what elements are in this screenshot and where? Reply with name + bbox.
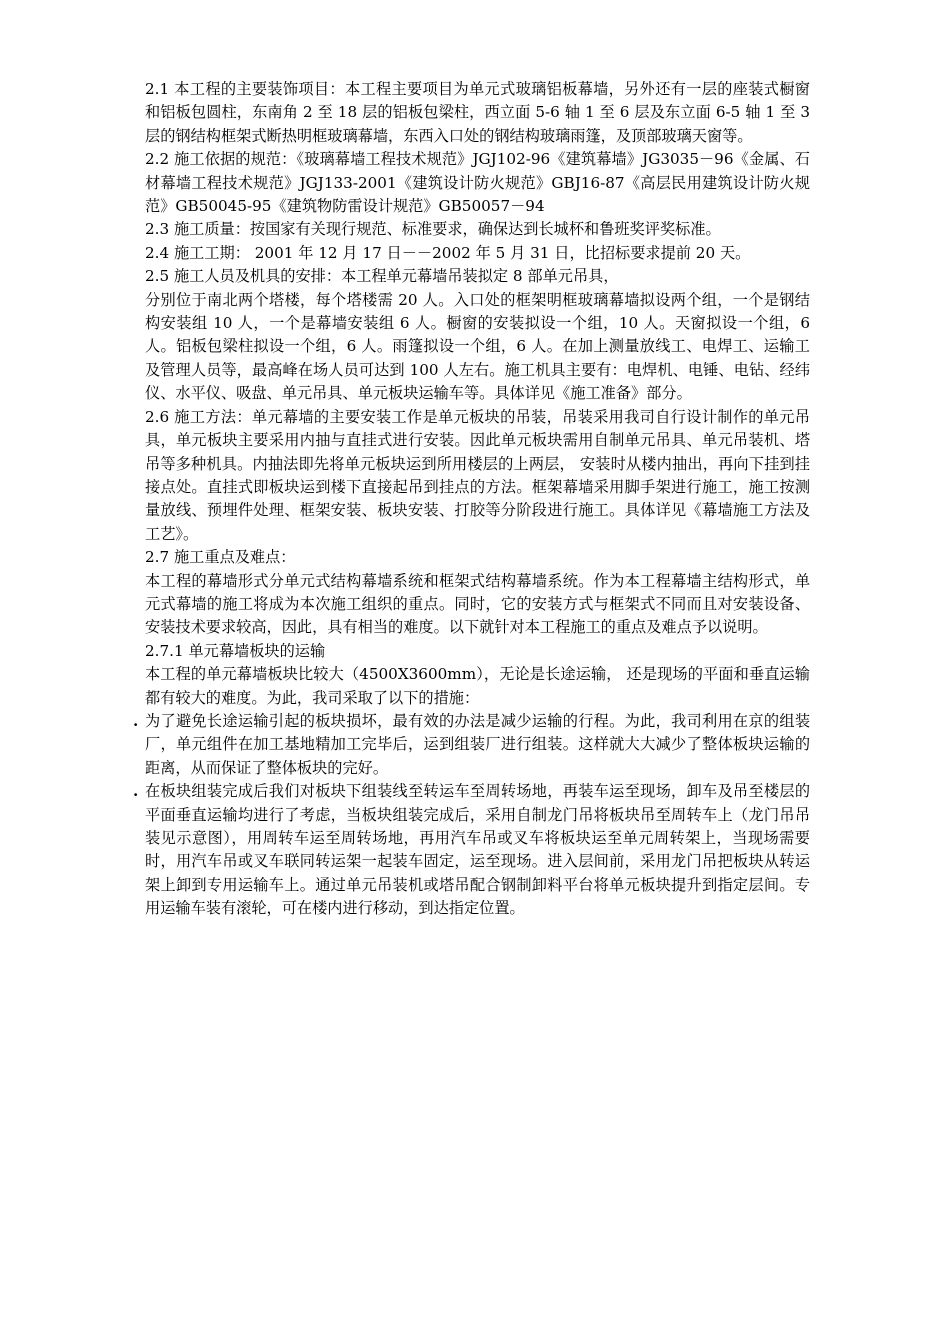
list-item [133,780,810,920]
list-item [133,710,810,780]
section-2-6: 2.6 施工方法：单元幕墙的主要安装工作是单元板块的吊装，吊装采用我司自行设计制作的单元吊具，单元板块主要采用内抽与直挂式进行安装。因此单元板块需用自制单元吊具、单元吊装机、塔吊等多种机具。内抽法即先将单元板块运到所用楼层的上两层， 安装时从楼内抽出，再向下挂到挂接点处。直挂式即板块运到楼下直接起吊到挂点的方法。框架幕墙采用脚手架进行施工，施工按测量放线、预埋件处理、框架安装、板块安装、打胶等分阶段进行施工。具体详见《幕墙施工方法及工艺》。 [145,407,810,543]
section-2-5: 2.5 施工人员及机具的安排：本工程单元幕墙吊装拟定 8 部单元吊具， [145,267,619,286]
section-2-3: 2.3 施工质量：按国家有关现行规范、标准要求，确保达到长城杯和鲁班奖评奖标准。 [145,220,721,239]
section-2-7-body: 本工程的幕墙形式分单元式结构幕墙系统和框架式结构幕墙系统。作为本工程幕墙主结构形式，单元式幕墙的施工将成为本次施工组织的重点。同时，它的安装方式与框架式不同而且对安装设备、安装技术要求较高，因此，具有相当的难度。以下就针对本工程施工的重点及难点予以说明。 [145,571,810,637]
section-2-7-1: 2.7.1 单元幕墙板块的运输 [145,641,326,660]
section-2-4: 2.4 施工工期： 2001 年 12 月 17 日－－2002 年 5 月 31 日，比招标要求提前 20 天。 [145,243,751,262]
section-2-7: 2.7 施工重点及难点： [145,548,296,567]
bullet-text-2: 在板块组装完成后我们对板块下组装线至转运车至周转场地，再装车运至现场，卸车及吊至楼层的平面垂直运输均进行了考虑，当板块组装完成后，采用自制龙门吊将板块吊至周转车上（龙门吊吊装见示意图），用周转车运至周转场地，再用汽车吊或叉车将板块运至单元周转架上，当现场需要时，用汽车吊或叉车联同转运架一起装车固定，运至现场。进入层间前，采用龙门吊把板块从转运架上卸到专用运输车上。通过单元吊装机或塔吊配合钢制卸料平台将单元板块提升到指定层间。专用运输车装有滚轮，可在楼内进行移动，到达指定位置。 [145,782,810,918]
section-2-5-body: 分别位于南北两个塔楼，每个塔楼需 20 人。入口处的框架明框玻璃幕墙拟设两个组，一个是钢结构安装组 10 人，一个是幕墙安装组 6 人。橱窗的安装拟设一个组，10 人。天窗拟设一个组，6 人。铝板包梁柱拟设一个组，6 人。雨篷拟设一个组，6 人。在加上测量放线工、电焊工、运输工及管理人员等，最高峰在场人员可达到 100 人左右。施工机具主要有：电焊机、电锤、电钻、经纬仪、水平仪、吸盘、单元吊具、单元板块运输车等。具体详见《施工准备》部分。 [145,290,810,403]
document-body [133,78,810,921]
bullet-marker: . [133,711,139,730]
section-2-2: 2.2 施工依据的规范：《玻璃幕墙工程技术规范》JGJ102-96《建筑幕墙》JG3035－96《金属、石材幕墙工程技术规范》JGJ133-2001《建筑设计防火规范》GBJ16-87《高层民用建筑设计防火规范》GB50045-95《建筑物防雷设计规范》GB50057－94 [145,150,810,216]
bullet-marker: . [133,782,139,801]
bullet-text-1: 为了避免长途运输引起的板块损坏，最有效的办法是减少运输的行程。为此，我司利用在京的组装厂，单元组件在加工基地精加工完毕后，运到组装厂进行组装。这样就大大减少了整体板块运输的距离，从而保证了整体板块的完好。 [145,711,810,777]
section-2-1: 2.1 本工程的主要装饰项目：本工程主要项目为单元式玻璃铝板幕墙，另外还有一层的座装式橱窗和铝板包圆柱，东南角 2 至 18 层的铝板包梁柱，西立面 5-6 轴 1 至 6 层及东立面 6-5 轴 1 至 3 层的钢结构框架式断热明框玻璃幕墙，东西入口处的钢结构玻璃雨篷，及顶部玻璃天窗等。 [145,80,810,145]
section-2-7-1-body: 本工程的单元幕墙板块比较大（4500X3600mm），无论是长途运输， 还是现场的平面和垂直运输都有较大的难度。为此，我司采取了以下的措施： [145,665,810,707]
